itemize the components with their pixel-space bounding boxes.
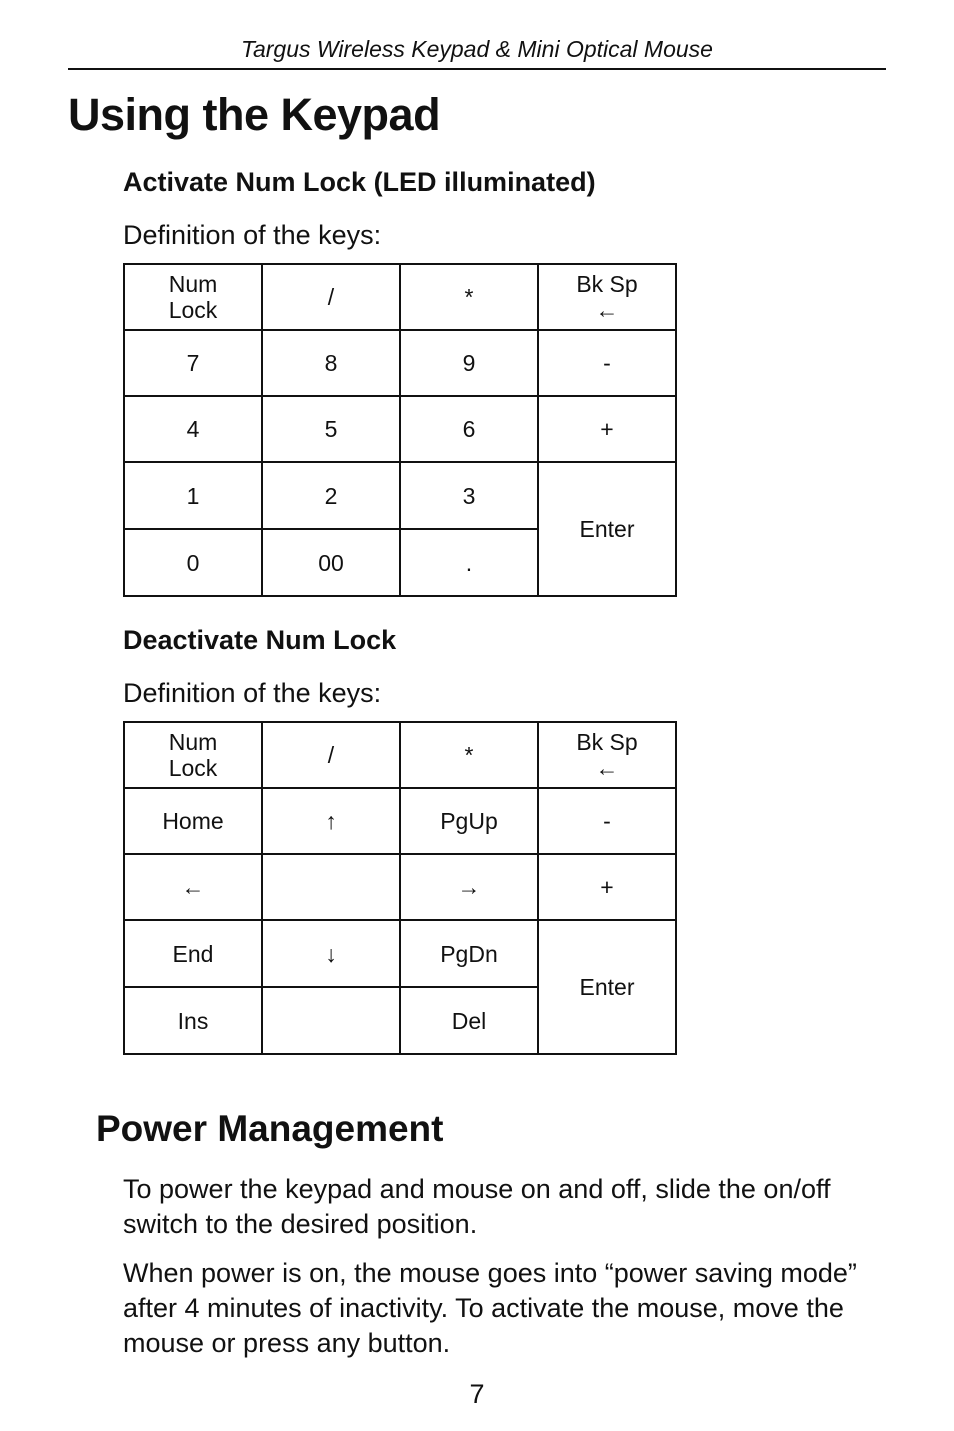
key-cell: Del [400, 987, 538, 1054]
table-row [124, 854, 676, 920]
key-cell: 9 [400, 330, 538, 396]
power-paragraph-2: When power is on, the mouse goes into “power saving mode” after 4 minutes of inactivity. To activate the mouse, move the mouse or press any button. [123, 1258, 857, 1358]
key-cell: . [400, 529, 538, 596]
key-cell: / [262, 264, 400, 330]
numlock-on-intro: Definition of the keys: [123, 220, 382, 250]
enter-key-cell: Enter [538, 920, 676, 1054]
page-number: 7 [469, 1379, 485, 1409]
key-cell: Bk Sp ← [538, 264, 676, 330]
numlock-off-key-table [123, 721, 677, 1055]
key-cell: ↓ [262, 920, 400, 987]
key-cell: PgDn [400, 920, 538, 987]
key-cell [262, 987, 400, 1054]
numlock-off-intro: Definition of the keys: [123, 678, 382, 708]
table-row [124, 330, 676, 396]
table-row [124, 788, 676, 854]
power-paragraph-1: To power the keypad and mouse on and off, slide the on/off switch to the desired position. [123, 1174, 831, 1239]
key-cell: Ins [124, 987, 262, 1054]
key-cell: 6 [400, 396, 538, 462]
power-management-heading: Power Management [96, 1108, 444, 1149]
key-cell: 3 [400, 462, 538, 529]
key-cell: + [538, 854, 676, 920]
key-cell: Num Lock [124, 722, 262, 788]
key-cell: Bk Sp ← [538, 722, 676, 788]
table-row [124, 920, 676, 987]
table-row [124, 722, 676, 788]
key-cell: ← [124, 854, 262, 920]
table-row [124, 462, 676, 529]
table-row [124, 264, 676, 330]
key-cell: 4 [124, 396, 262, 462]
key-cell: / [262, 722, 400, 788]
key-cell: 00 [262, 529, 400, 596]
table-row [124, 396, 676, 462]
key-cell: → [400, 854, 538, 920]
key-cell: End [124, 920, 262, 987]
key-cell: 7 [124, 330, 262, 396]
key-cell: PgUp [400, 788, 538, 854]
key-cell: - [538, 788, 676, 854]
key-cell: Num Lock [124, 264, 262, 330]
header-rule [68, 68, 886, 70]
key-cell: 2 [262, 462, 400, 529]
key-cell: 8 [262, 330, 400, 396]
page-title: Using the Keypad [68, 89, 441, 140]
numlock-on-heading: Activate Num Lock (LED illuminated) [123, 167, 596, 197]
key-cell: ↑ [262, 788, 400, 854]
key-cell: - [538, 330, 676, 396]
key-cell: 0 [124, 529, 262, 596]
running-header: Targus Wireless Keypad & Mini Optical Mouse [241, 36, 713, 62]
enter-key-cell: Enter [538, 462, 676, 596]
numlock-on-key-table [123, 263, 677, 597]
key-cell: 5 [262, 396, 400, 462]
key-cell [262, 854, 400, 920]
key-cell: * [400, 264, 538, 330]
numlock-off-heading: Deactivate Num Lock [123, 625, 397, 655]
key-cell: + [538, 396, 676, 462]
key-cell: 1 [124, 462, 262, 529]
key-cell: * [400, 722, 538, 788]
key-cell: Home [124, 788, 262, 854]
